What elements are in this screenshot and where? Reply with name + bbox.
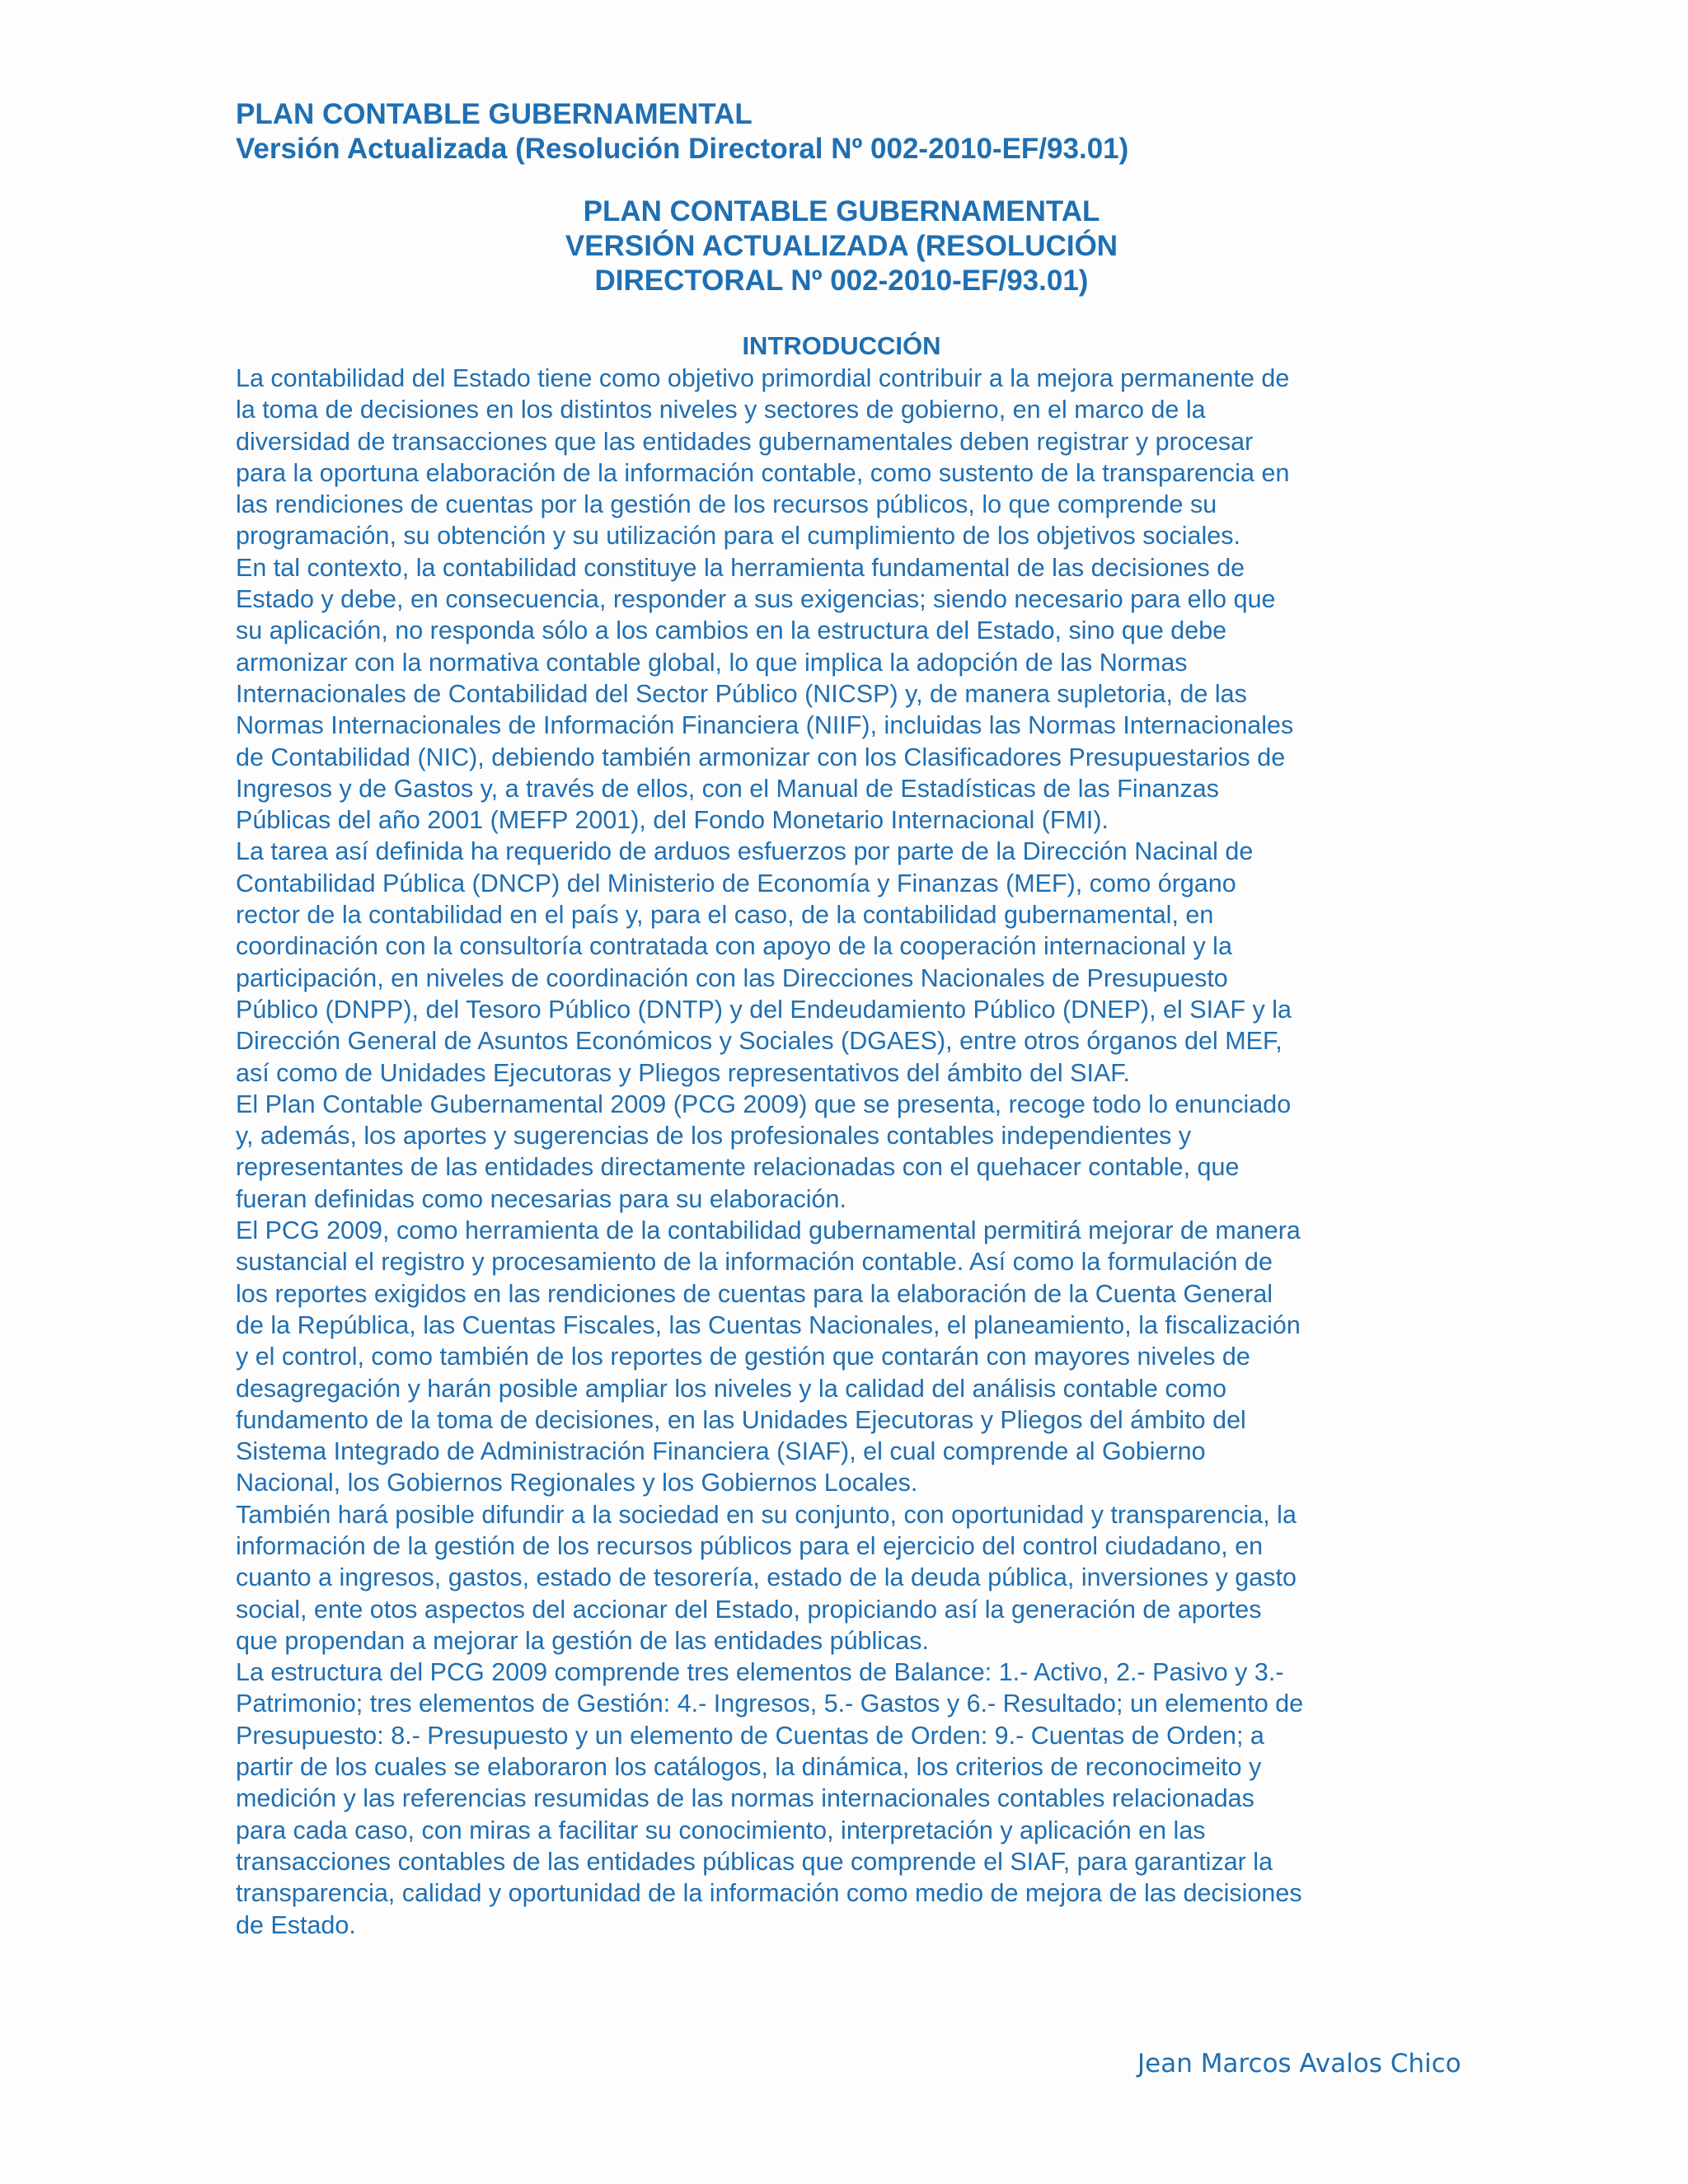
body-text-line: Normas Internacionales de Información Financiera (NIIF), incluidas las Normas Internacionales (236, 711, 1294, 740)
body-text-line: coordinación con la consultoría contratada con apoyo de la cooperación internacional y la (236, 932, 1232, 961)
body-text-line: El PCG 2009, como herramienta de la contabilidad gubernamental permitirá mejorar de manera (236, 1216, 1301, 1245)
body-text-line: así como de Unidades Ejecutoras y Pliegos representativos del ámbito del SIAF. (236, 1058, 1131, 1087)
body-text-line: partir de los cuales se elaboraron los catálogos, la dinámica, los criterios de reconocimeito y (236, 1753, 1262, 1782)
body-text-line: Estado y debe, en consecuencia, responder a sus exigencias; siendo necesario para ello que (236, 585, 1276, 614)
body-text-line: fundamento de la toma de decisiones, en las Unidades Ejecutoras y Pliegos del ámbito del (236, 1405, 1246, 1434)
body-text-line: cuanto a ingresos, gastos, estado de tesorería, estado de la deuda pública, inversiones y gasto (236, 1563, 1296, 1592)
header-title: PLAN CONTABLE GUBERNAMENTAL (236, 98, 753, 130)
body-text-line: La estructura del PCG 2009 comprende tres elementos de Balance: 1.- Activo, 2.- Pasivo y 3.- (236, 1658, 1284, 1687)
body-text-line: su aplicación, no responda sólo a los cambios en la estructura del Estado, sino que debe (236, 616, 1227, 645)
body-text-line: También hará posible difundir a la sociedad en su conjunto, con oportunidad y transparencia, la (236, 1500, 1296, 1529)
body-text-line: de Estado. (236, 1910, 356, 1939)
body-text-line: Nacional, los Gobiernos Regionales y los Gobiernos Locales. (236, 1469, 918, 1497)
body-text-line: El Plan Contable Gubernamental 2009 (PCG 2009) que se presenta, recoge todo lo enunciado (236, 1090, 1292, 1118)
body-text-line: para la oportuna elaboración de la información contable, como sustento de la transparencia en (236, 458, 1290, 487)
body-text-line: sustancial el registro y procesamiento de la información contable. Así como la formulación de (236, 1248, 1273, 1277)
body-text-line: armonizar con la normativa contable global, lo que implica la adopción de las Normas (236, 648, 1188, 677)
body-text-line: y, además, los aportes y sugerencias de los profesionales contables independientes y (236, 1122, 1192, 1151)
body-text-line: Dirección General de Asuntos Económicos y Sociales (DGAES), entre otros órganos del MEF, (236, 1027, 1282, 1056)
body-text-line: transparencia, calidad y oportunidad de la información como medio de mejora de las decisiones (236, 1879, 1302, 1908)
body-text-line: Patrimonio; tres elementos de Gestión: 4.- Ingresos, 5.- Gastos y 6.- Resultado; un elemento de (236, 1690, 1304, 1718)
body-text-line: Sistema Integrado de Administración Financiera (SIAF), el cual comprende al Gobierno (236, 1437, 1206, 1466)
body-text-line: de la República, las Cuentas Fiscales, las Cuentas Nacionales, el planeamiento, la fiscalización (236, 1310, 1301, 1339)
body-text-line: la toma de decisiones en los distintos niveles y sectores de gobierno, en el marco de la (236, 396, 1206, 424)
body-text-line: representantes de las entidades directamente relacionadas con el quehacer contable, que (236, 1153, 1240, 1182)
body-text-line: desagregación y harán posible ampliar los niveles y la calidad del análisis contable como (236, 1374, 1227, 1403)
body-text-line: En tal contexto, la contabilidad constituye la herramienta fundamental de las decisiones de (236, 553, 1245, 582)
body-text-line: Contabilidad Pública (DNCP) del Ministerio de Economía y Finanzas (MEF), como órgano (236, 869, 1236, 898)
body-text-line: las rendiciones de cuentas por la gestión de los recursos públicos, lo que comprende su (236, 490, 1217, 519)
body-text-line: rector de la contabilidad en el país y, para el caso, de la contabilidad gubernamental, en (236, 901, 1214, 930)
body-text-line: La contabilidad del Estado tiene como objetivo primordial contribuir a la mejora permanente de (236, 364, 1290, 392)
body-text-line: social, ente otos aspectos del accionar del Estado, propiciando así la generación de aportes (236, 1595, 1262, 1624)
body-text-line: información de la gestión de los recursos públicos para el ejercicio del control ciudadano, en (236, 1531, 1264, 1560)
title-line-3: DIRECTORAL Nº 002-2010-EF/93.01) (594, 265, 1089, 297)
body-text-line: Internacionales de Contabilidad del Sector Público (NICSP) y, de manera supletoria, de las (236, 679, 1247, 708)
body-text-line: Ingresos y de Gastos y, a través de ellos, con el Manual de Estadísticas de las Finanzas (236, 774, 1219, 803)
body-text-line: y el control, como también de los reportes de gestión que contarán con mayores niveles de (236, 1343, 1250, 1371)
document-header (236, 97, 1472, 166)
author-signature: Jean Marcos Avalos Chico (1137, 2049, 1461, 2079)
header-subtitle: Versión Actualizada (Resolución Directoral Nº 002-2010-EF/93.01) (236, 133, 1129, 165)
body-text-line: Públicas del año 2001 (MEFP 2001), del Fondo Monetario Internacional (FMI). (236, 806, 1109, 835)
body-text (236, 363, 1439, 1941)
body-text-line: medición y las referencias resumidas de las normas internacionales contables relacionadas (236, 1784, 1254, 1813)
title-line-1: PLAN CONTABLE GUBERNAMENTAL (583, 195, 1100, 227)
body-text-line: los reportes exigidos en las rendiciones de cuentas para la elaboración de la Cuenta General (236, 1279, 1273, 1308)
title-line-2: VERSIÓN ACTUALIZADA (RESOLUCIÓN (565, 230, 1118, 262)
body-text-line: transacciones contables de las entidades públicas que comprende el SIAF, para garantizar la (236, 1847, 1273, 1876)
body-text-line: diversidad de transacciones que las entidades gubernamentales deben registrar y procesar (236, 427, 1254, 456)
body-text-line: programación, su obtención y su utilización para el cumplimiento de los objetivos sociales. (236, 522, 1240, 551)
body-text-line: de Contabilidad (NIC), debiendo también armonizar con los Clasificadores Presupuestarios de (236, 743, 1286, 771)
body-text-line: para cada caso, con miras a facilitar su conocimiento, interpretación y aplicación en las (236, 1816, 1206, 1844)
document-title (236, 194, 1447, 298)
body-text-line: Presupuesto: 8.- Presupuesto y un elemento de Cuentas de Orden: 9.- Cuentas de Orden; a (236, 1721, 1264, 1750)
body-text-line: participación, en niveles de coordinación con las Direcciones Nacionales de Presupuesto (236, 963, 1228, 992)
body-text-line: La tarea así definida ha requerido de arduos esfuerzos por parte de la Dirección Nacinal de (236, 837, 1254, 866)
body-text-line: que propendan a mejorar la gestión de las entidades públicas. (236, 1626, 930, 1655)
section-heading-introduccion: INTRODUCCIÓN (742, 331, 941, 360)
body-text-line: Público (DNPP), del Tesoro Público (DNTP) y del Endeudamiento Público (DNEP), el SIAF y la (236, 995, 1292, 1024)
body-text-line: fueran definidas como necesarias para su elaboración. (236, 1184, 846, 1213)
